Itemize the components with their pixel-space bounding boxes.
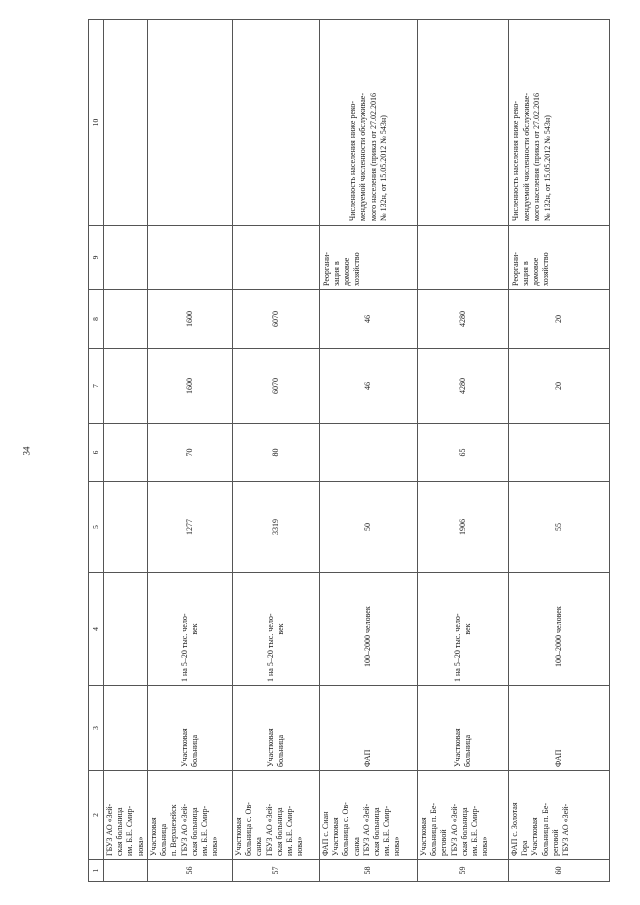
column-number: 4 bbox=[89, 573, 104, 686]
column-number-row bbox=[89, 20, 104, 882]
rotated-table-wrapper bbox=[88, 20, 608, 882]
table-row bbox=[148, 20, 233, 882]
row-number: 58 bbox=[320, 860, 418, 882]
column-number: 10 bbox=[89, 20, 104, 226]
norm: 100–2000 человек bbox=[509, 573, 610, 686]
value-col8: 20 bbox=[509, 290, 610, 349]
table-row bbox=[418, 20, 509, 882]
column-number: 3 bbox=[89, 686, 104, 771]
note: Численность населения ниже реко- мендуемой численности обслуживае- мого населения (приказ от 27.02.2016 № 132н, от 15.05.2012 № 543н) bbox=[509, 20, 610, 226]
facilities-table bbox=[88, 19, 610, 882]
column-number: 1 bbox=[89, 860, 104, 882]
value-col7: 46 bbox=[320, 349, 418, 424]
facility-type: Участковая больница bbox=[233, 686, 320, 771]
facility-address: Участковая больница с. Ов- санка ГБУЗ АО «Зей- ская больница им. Б.Е. Смир- нова» bbox=[233, 771, 320, 860]
value-col8: 1600 bbox=[148, 290, 233, 349]
value-col7: 1600 bbox=[148, 349, 233, 424]
table-row bbox=[320, 20, 418, 882]
row-number: 56 bbox=[148, 860, 233, 882]
value-col5: 1277 bbox=[148, 482, 233, 573]
value-col7: 20 bbox=[509, 349, 610, 424]
value-col6: 65 bbox=[418, 424, 509, 482]
table-row bbox=[233, 20, 320, 882]
column-number: 8 bbox=[89, 290, 104, 349]
value-col8: 46 bbox=[320, 290, 418, 349]
decision: Реоргани- зация в домовое хозяйство bbox=[509, 226, 610, 290]
facility-type: ФАП bbox=[320, 686, 418, 771]
page-number: 34 bbox=[21, 446, 32, 456]
value-col7: 4280 bbox=[418, 349, 509, 424]
norm: 100–2000 человек bbox=[320, 573, 418, 686]
value-col5: 55 bbox=[509, 482, 610, 573]
norm: 1 на 5–20 тыс. чело- век bbox=[148, 573, 233, 686]
facility-address: Участковая больница п. Верхнезейск ГБУЗ АО «Зей- ская больница им. Б.Е. Смир- нова» bbox=[148, 771, 233, 860]
facility-address: ФАП с. Золотая Гора Участковая больница п. Бе- реговой ГБУЗ АО «Зей- bbox=[509, 771, 610, 860]
facility-type: Участковая больница bbox=[418, 686, 509, 771]
value-col5: 3319 bbox=[233, 482, 320, 573]
value-col7: 6070 bbox=[233, 349, 320, 424]
decision: Реоргани- зация в домовое хозяйство bbox=[320, 226, 418, 290]
column-number: 7 bbox=[89, 349, 104, 424]
facility-address: ГБУЗ АО «Зей- ская больница им. Б.Е. Смир- нова» bbox=[104, 771, 148, 860]
table-row bbox=[104, 20, 148, 882]
value-col6: 80 bbox=[233, 424, 320, 482]
norm: 1 на 5–20 тыс. чело- век bbox=[418, 573, 509, 686]
column-number: 6 bbox=[89, 424, 104, 482]
column-number: 5 bbox=[89, 482, 104, 573]
facility-address: Участковая больница п. Бе- реговой ГБУЗ АО «Зей- ская больница им. Б.Е. Смир- нова» bbox=[418, 771, 509, 860]
norm: 1 на 5–20 тыс. чело- век bbox=[233, 573, 320, 686]
note: Численность населения ниже реко- мендуемой численности обслуживае- мого населения (приказ от 27.02.2016 № 132н, от 15.05.2012 № 543н) bbox=[320, 20, 418, 226]
row-number: 57 bbox=[233, 860, 320, 882]
facility-type: Участковая больница bbox=[148, 686, 233, 771]
facility-address: ФАП с. Сиан Участковая больница с. Ов- санка ГБУЗ АО «Зей- ская больница им. Б.Е. Смир- нова» bbox=[320, 771, 418, 860]
facility-type: ФАП bbox=[509, 686, 610, 771]
column-number: 9 bbox=[89, 226, 104, 290]
value-col6: 70 bbox=[148, 424, 233, 482]
value-col5: 50 bbox=[320, 482, 418, 573]
value-col8: 4280 bbox=[418, 290, 509, 349]
value-col5: 1906 bbox=[418, 482, 509, 573]
row-number: 60 bbox=[509, 860, 610, 882]
column-number: 2 bbox=[89, 771, 104, 860]
row-number: 59 bbox=[418, 860, 509, 882]
value-col8: 6070 bbox=[233, 290, 320, 349]
table-row bbox=[509, 20, 610, 882]
